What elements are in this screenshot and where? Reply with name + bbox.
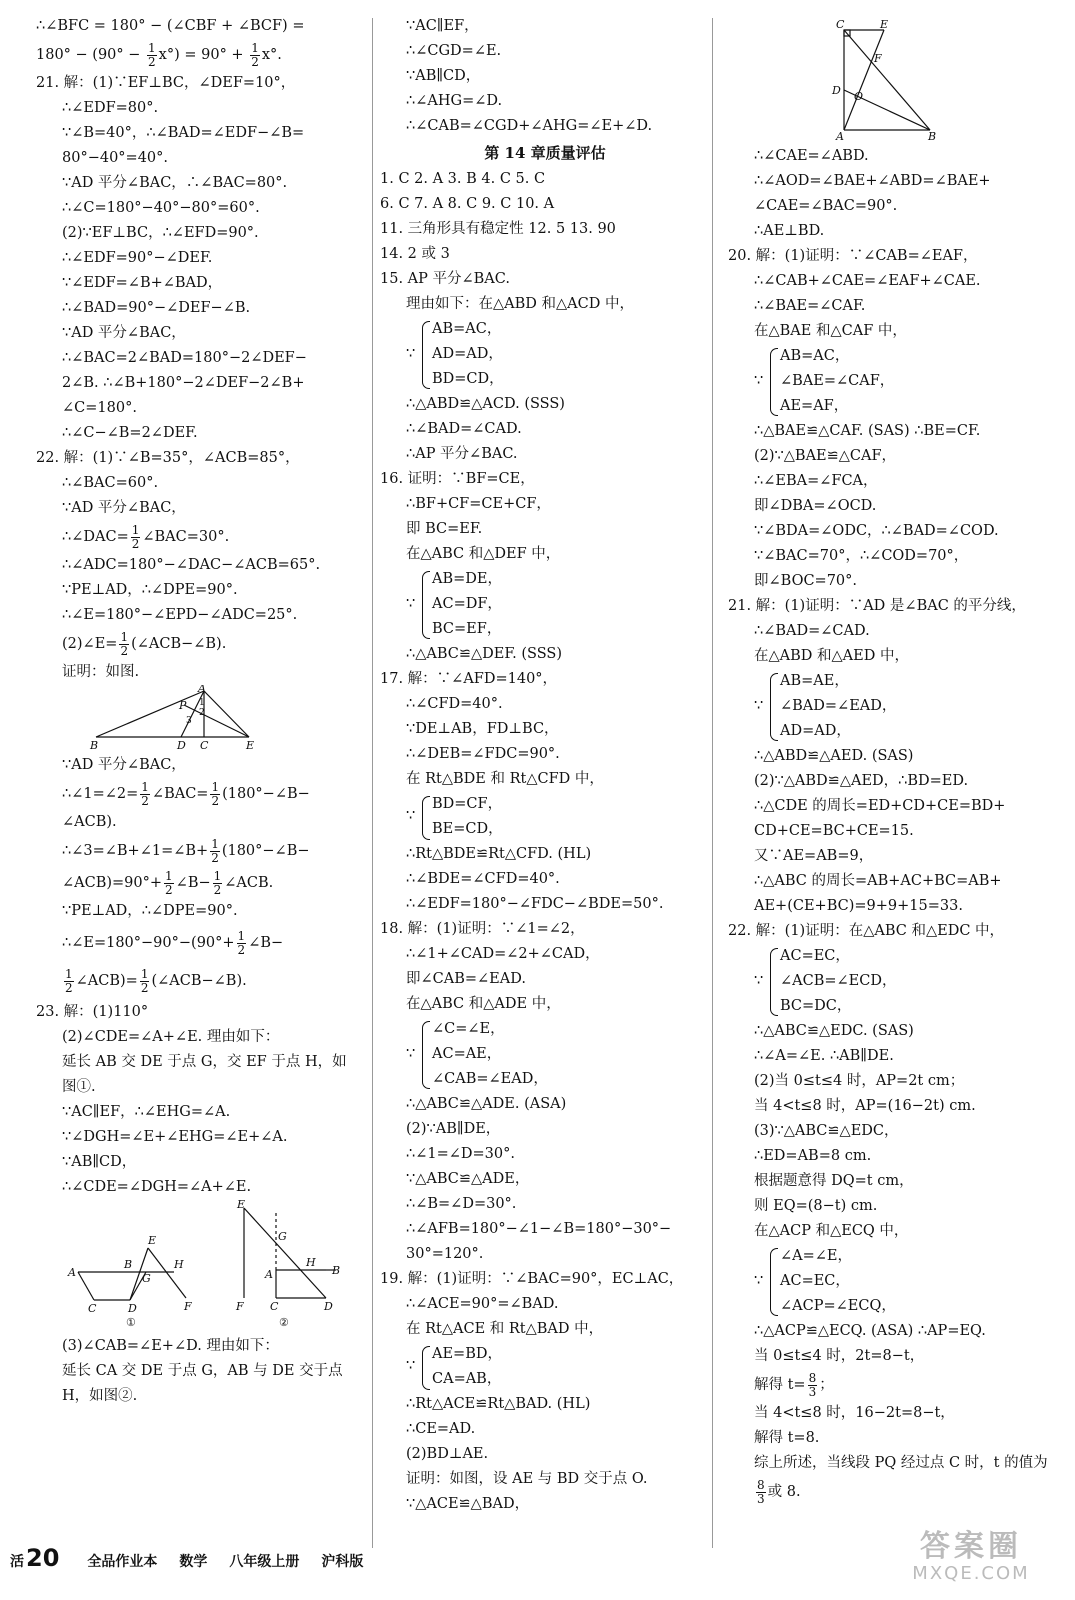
text-line: 21. 解：(1)证明：∵AD 是∠BAC 的平分线， [728, 598, 1026, 614]
column-1 [36, 14, 366, 1409]
text-line: BD=CF， [432, 796, 503, 812]
text-line: 19. 解：(1)证明：∵∠BAC=90°，EC⊥AC， [380, 1271, 684, 1287]
text-line: ∵AC∥EF，∴∠EHG=∠A. [62, 1104, 231, 1120]
text-line: ∴∠BAE=∠CAF. [754, 298, 866, 314]
text-line: 16. 证明：∵BF=CE， [380, 471, 535, 487]
text-line: ∴∠A=∠E. ∴AB∥DE. [754, 1048, 894, 1064]
text-line: AE=BD， [432, 1346, 502, 1362]
text-line: BC=DC， [780, 998, 852, 1014]
figure-label: A [68, 1266, 76, 1279]
text-line: H，如图②. [62, 1388, 138, 1404]
figure-label: A [265, 1268, 273, 1281]
text-line: AB=AC， [780, 348, 850, 364]
equation-system: ∵ AB=AE， ∠BAD=∠EAD， AD=AD， [728, 669, 1058, 744]
text-line: 1. C 2. A 3. B 4. C 5. C [380, 171, 546, 187]
text-line: ∴△ABC≌△DEF. (SSS) [406, 646, 563, 662]
text-line: ∴△BAE≌△CAF. (SAS) ∴BE=CF. [754, 423, 981, 439]
text-line: ∠A=∠E， [780, 1248, 853, 1264]
text-line: ∵△ABC≌△ADE， [406, 1171, 530, 1187]
text-line: AB=DE， [432, 571, 502, 587]
text-line: ∴∠BAC=60°. [62, 475, 159, 491]
figure-label: B [928, 130, 937, 143]
text-line: AD=AD， [432, 346, 503, 362]
text-line: ∠BAE=∠CAF， [780, 373, 895, 389]
text-line: ∴∠AFB=180°−∠1−∠B=180°−30°− [406, 1221, 672, 1237]
figure-triangle-1 [36, 685, 366, 753]
fraction: $\frac{8}{3}$ [808, 1370, 817, 1399]
text-line: ∴∠CFD=40°. [406, 696, 503, 712]
fraction: $\frac{1}{2}$ [165, 868, 173, 897]
text-line: 80°−40°=40°. [62, 150, 169, 166]
text-line: 15. AP 平分∠BAC. [380, 271, 510, 287]
text-line: 证明：如图. [62, 664, 140, 680]
text-line: ∴∠1+∠CAD=∠2+∠CAD， [406, 946, 600, 962]
text-line: ∠ACB). [62, 814, 117, 830]
figure-label: H [174, 1258, 184, 1271]
figure-label: D [832, 84, 841, 97]
fraction: $\frac{1}{2}$ [65, 966, 73, 995]
text-line: 解得 t= $\frac{8}{3}$ ； [754, 1370, 834, 1399]
text-line: (3)∵△ABC≌△EDC， [754, 1123, 899, 1139]
equation-system: ∵ AB=AC， AD=AD， BD=CD， [380, 317, 710, 392]
figure-label: E [880, 18, 889, 31]
text-line: 理由如下：在△ABD 和△ACD 中， [406, 296, 634, 312]
text-line: ∴∠CAE=∠ABD. [754, 148, 869, 164]
text-line: (2)∠CDE=∠A+∠E. 理由如下： [62, 1029, 280, 1045]
text-line: ∵∠B=40°，∴∠BAD=∠EDF−∠B= [62, 125, 305, 141]
text-line: ∴△ABC 的周长=AB+AC+BC=AB+ [754, 873, 1002, 889]
text-line: ∴∠C=180°−40°−80°=60°. [62, 200, 260, 216]
text-line: ∴CE=AD. [406, 1421, 476, 1437]
text-line: ∵∠BAC=70°，∴∠COD=70°， [754, 548, 969, 564]
figure-label: 2 [199, 708, 205, 718]
column-3 [728, 14, 1058, 1508]
figure-label: C [88, 1302, 97, 1315]
figure-label: F [236, 1300, 244, 1313]
page-number: 20 [26, 1544, 60, 1572]
text-line: ∴∠E=180°−90°−(90°+ $\frac{1}{2}$ ∠B− [62, 928, 284, 957]
column-divider [712, 18, 713, 1548]
fraction: $\frac{1}{2}$ [237, 928, 246, 957]
figure-label: F [184, 1300, 192, 1313]
text-line: ∴∠ADC=180°−∠DAC−∠ACB=65°. [62, 557, 321, 573]
text-line: 在△ACP 和△ECQ 中， [754, 1223, 909, 1239]
text-line: ∵∠BDA=∠ODC，∴∠BAD=∠COD. [754, 523, 999, 539]
text-line: 当 4<t≤8 时，16−2t=8−t， [754, 1405, 955, 1421]
text-line: ∴∠CAB=∠CGD+∠AHG=∠E+∠D. [406, 118, 653, 134]
text-line: ∴∠EDF=90°−∠DEF. [62, 250, 213, 266]
text-line: ∴∠AOD=∠BAE+∠ABD=∠BAE+ [754, 173, 991, 189]
fraction: $\frac{1}{2}$ [251, 40, 259, 69]
text-line: CD+CE=BC+CE=15. [754, 823, 914, 839]
footer-prefix: 活 [10, 1554, 24, 1570]
fraction: $\frac{1}{2}$ [120, 629, 129, 658]
figure-label: C [270, 1300, 279, 1313]
figure-label: G [278, 1230, 287, 1243]
text-line: ∴Rt△ACE≌Rt△BAD. (HL) [406, 1396, 591, 1412]
book-title: 全品作业本 [87, 1554, 158, 1570]
text-line: ∴∠DAC= $\frac{1}{2}$ ∠BAC=30°. [62, 522, 230, 551]
text-line: ∴BF+CF=CE+CF， [406, 496, 551, 512]
text-line: ∴∠BAD=∠CAD. [754, 623, 870, 639]
text-line: ∠CAB=∠EAD， [432, 1071, 548, 1087]
text-line: AB=AE， [780, 673, 849, 689]
figure-rt-triangle [728, 14, 1058, 144]
text-line: ∴∠3=∠B+∠1=∠B+ $\frac{1}{2}$ (180°−∠B− [62, 836, 310, 865]
text-line: ∴∠BAD=90°−∠DEF−∠B. [62, 300, 251, 316]
fraction: $\frac{1}{2}$ [140, 966, 149, 995]
text-line: ∵AC∥EF， [406, 18, 479, 34]
fraction: $\frac{8}{3}$ [757, 1477, 765, 1506]
figure-label: B [124, 1258, 133, 1271]
text-line: 6. C 7. A 8. C 9. C 10. A [380, 196, 555, 212]
fraction: $\frac{1}{2}$ [211, 836, 219, 865]
text-line: 22. 解：(1)证明：在△ABC 和△EDC 中， [728, 923, 1005, 939]
text-line: BD=CD， [432, 371, 504, 387]
text-line: ∴ED=AB=8 cm. [754, 1148, 872, 1164]
figure-label: E [237, 1200, 246, 1211]
equation-system: ∵ ∠A=∠E， AC=EC， ∠ACP=∠ECQ， [728, 1244, 1058, 1319]
text-line: 20. 解：(1)证明：∵∠CAB=∠EAF， [728, 248, 978, 264]
text-line: 又∵AE=AB=9， [754, 848, 874, 864]
text-line: (2)∵△ABD≌△AED，∴BD=ED. [754, 773, 969, 789]
text-line: (2)∠E= $\frac{1}{2}$ (∠ACB−∠B). [62, 629, 227, 658]
text-line: BE=CD， [432, 821, 503, 837]
text-line: AE+(CE+BC)=9+9+15=33. [754, 898, 963, 914]
text-line: 11. 三角形具有稳定性 12. 5 13. 90 [380, 221, 616, 237]
column-divider [372, 18, 373, 1548]
text-line: ∠ACP=∠ECQ， [780, 1298, 896, 1314]
text-line: 30°=120°. [406, 1246, 484, 1262]
text-line: 在△ABC 和△DEF 中， [406, 546, 561, 562]
text-line: ∴∠DEB=∠FDC=90°. [406, 746, 560, 762]
text-line: 14. 2 或 3 [380, 246, 450, 262]
figure-label: D [177, 739, 186, 752]
text-line: ∴∠E=180°−∠EPD−∠ADC=25°. [62, 607, 298, 623]
text-line: 当 0≤t≤4 时，2t=8−t， [754, 1348, 925, 1364]
figure-parallel-lines [36, 1200, 366, 1334]
text-line: ∠ACB=∠ECD， [780, 973, 897, 989]
text-line: ∠C=180°. [62, 400, 137, 416]
page-footer [10, 1543, 385, 1573]
text-line: 在△BAE 和△CAF 中， [754, 323, 907, 339]
section-title: 第 14 章质量评估 [484, 144, 606, 162]
equation-system: ∵ ∠C=∠E， AC=AE， ∠CAB=∠EAD， [380, 1017, 710, 1092]
text-line: BC=EF， [432, 621, 502, 637]
watermark-title: 答案圈 [920, 1529, 1022, 1564]
figure-label: ② [279, 1316, 289, 1329]
text-line: ∠CAE=∠BAC=90°. [754, 198, 898, 214]
subject-label: 数学 [179, 1554, 208, 1570]
text-line: ∵DE⊥AB，FD⊥BC， [406, 721, 559, 737]
text-line: ∵AD 平分∠BAC， [62, 325, 186, 341]
text-line: ∴∠C−∠B=2∠DEF. [62, 425, 198, 441]
text-line: AD=AD， [780, 723, 851, 739]
equation-system: ∵ BD=CF， BE=CD， [380, 792, 710, 842]
text-line: 在△ABD 和△AED 中， [754, 648, 909, 664]
text-line: ∵PE⊥AD，∴∠DPE=90°. [62, 903, 238, 919]
equation-system: ∵ AE=BD， CA=AB， [380, 1342, 710, 1392]
text-line: 则 EQ=(8−t) cm. [754, 1198, 878, 1214]
figure-label: D [128, 1302, 137, 1315]
fraction: $\frac{1}{2}$ [211, 779, 220, 808]
text-line: 解得 t=8. [754, 1430, 820, 1446]
fraction: $\frac{1}{2}$ [131, 522, 140, 551]
text-line: 21. 解：(1)∵EF⊥BC，∠DEF=10°， [36, 75, 296, 91]
equation-system: ∵ AB=AC， ∠BAE=∠CAF， AE=AF， [728, 344, 1058, 419]
text-line: ∴∠BFC = 180° − (∠CBF + ∠BCF) = [36, 18, 305, 34]
text-line: 证明：如图，设 AE 与 BD 交于点 O. [406, 1471, 648, 1487]
text-line: ∴∠EDF=80°. [62, 100, 159, 116]
text-line: ∴∠EDF=180°−∠FDC−∠BDE=50°. [406, 896, 664, 912]
figure-label: 1 [199, 698, 205, 708]
text-line: ∴△ACP≌△ECQ. (ASA) ∴AP=EQ. [754, 1323, 986, 1339]
text-line: ∵AD 平分∠BAC，∴∠BAC=80°. [62, 175, 288, 191]
figure-label: E [246, 739, 255, 752]
figure-label: ① [126, 1316, 136, 1329]
fraction: $\frac{1}{2}$ [148, 40, 156, 69]
text-line: 18. 解：(1)证明：∵∠1=∠2， [380, 921, 585, 937]
text-line: ∴△CDE 的周长=ED+CD+CE=BD+ [754, 798, 1006, 814]
figure-label: P [179, 699, 187, 712]
text-line: 综上所述，当线段 PQ 经过点 C 时，t 的值为 [754, 1455, 1048, 1471]
text-line: ∵∠EDF=∠B+∠BAD， [62, 275, 223, 291]
text-line: ∵AD 平分∠BAC， [62, 500, 186, 516]
text-line: $\frac{8}{3}$ 或 8. [757, 1477, 801, 1506]
equation-system: ∵ AC=EC， ∠ACB=∠ECD， BC=DC， [728, 944, 1058, 1019]
text-line: (2)∵EF⊥BC，∴∠EFD=90°. [62, 225, 259, 241]
text-line: 180° − (90° − $\frac{1}{2}$ x°) = 90° + $\frac{1}{2}$ x°. [36, 40, 282, 69]
fraction: $\frac{1}{2}$ [141, 779, 149, 808]
text-line: ∴Rt△BDE≌Rt△CFD. (HL) [406, 846, 592, 862]
text-line: AC=EC， [780, 948, 850, 964]
text-line: $\frac{1}{2}$ ∠ACB)= $\frac{1}{2}$ (∠ACB−∠B). [65, 966, 247, 995]
figure-label: A [836, 130, 844, 143]
text-line: (2)∵△BAE≌△CAF， [754, 448, 897, 464]
figure-label: C [200, 739, 209, 752]
text-line: 延长 AB 交 DE 于点 G，交 EF 于点 H，如 [62, 1054, 347, 1070]
figure-label: B [90, 739, 99, 752]
text-line: 即 BC=EF. [406, 521, 483, 537]
figure-label: A [198, 685, 206, 695]
text-line: 即∠CAB=∠EAD. [406, 971, 526, 987]
text-line: ∴△ABC≌△EDC. (SAS) [754, 1023, 914, 1039]
text-line: (2)当 0≤t≤4 时，AP=2t cm； [754, 1073, 965, 1089]
text-line: ∴△ABD≌△ACD. (SSS) [406, 396, 565, 412]
fraction: $\frac{1}{2}$ [213, 868, 222, 897]
text-line: ∵AD 平分∠BAC， [62, 757, 186, 773]
text-line: ∴∠CDE=∠DGH=∠A+∠E. [62, 1179, 252, 1195]
text-line: 图①. [62, 1079, 96, 1095]
text-line: AE=AF， [780, 398, 849, 414]
text-line: 23. 解：(1)110° [36, 1004, 149, 1020]
figure-label: C [836, 18, 845, 31]
text-line: 即∠BOC=70°. [754, 573, 858, 589]
text-line: (2)BD⊥AE. [406, 1446, 489, 1462]
text-line: ∴∠1=∠2= $\frac{1}{2}$ ∠BAC= $\frac{1}{2}$ (180°−∠B− [62, 779, 310, 808]
text-line: 延长 CA 交 DE 于点 G，AB 与 DE 交于点 [62, 1363, 343, 1379]
text-line: ∵△ACE≌△BAD， [406, 1496, 530, 1512]
text-line: AC=EC， [780, 1273, 850, 1289]
figure-label: D [324, 1300, 333, 1313]
figure-label: G [142, 1272, 151, 1285]
watermark-logo [881, 1530, 1061, 1584]
text-line: ∴△ABC≌△ADE. (ASA) [406, 1096, 567, 1112]
figure-label: E [148, 1234, 157, 1247]
text-line: 在△ABC 和△ADE 中， [406, 996, 561, 1012]
text-line: 在 Rt△BDE 和 Rt△CFD 中， [406, 771, 604, 787]
figure-label: O [854, 90, 864, 103]
figure-label: F [874, 52, 882, 65]
text-line: 17. 解：∵∠AFD=140°， [380, 671, 558, 687]
text-line: ∴∠CAB+∠CAE=∠EAF+∠CAE. [754, 273, 981, 289]
text-line: AC=AE， [432, 1046, 502, 1062]
figure-label: H [306, 1256, 316, 1269]
text-line: ∴AE⊥BD. [754, 223, 825, 239]
text-line: AC=DF， [432, 596, 502, 612]
text-line: ∴∠BAD=∠CAD. [406, 421, 522, 437]
text-line: ∠C=∠E， [432, 1021, 505, 1037]
text-line: ∴AP 平分∠BAC. [406, 446, 518, 462]
text-line: ∴∠BAC=2∠BAD=180°−2∠DEF− [62, 350, 307, 366]
text-line: 22. 解：(1)∵∠B=35°，∠ACB=85°， [36, 450, 300, 466]
text-line: ∠BAD=∠EAD， [780, 698, 897, 714]
text-line: ∴∠ACE=90°=∠BAD. [406, 1296, 559, 1312]
text-line: 当 4<t≤8 时，AP=(16−2t) cm. [754, 1098, 976, 1114]
text-line: 2∠B. ∴∠B+180°−2∠DEF−2∠B+ [62, 375, 305, 391]
text-line: (3)∠CAB=∠E+∠D. 理由如下： [62, 1338, 279, 1354]
text-line: 在 Rt△ACE 和 Rt△BAD 中， [406, 1321, 604, 1337]
text-line: ∴∠B=∠D=30°. [406, 1196, 517, 1212]
text-line: ∴∠BDE=∠CFD=40°. [406, 871, 560, 887]
text-line: ∵AB∥CD， [406, 68, 481, 84]
text-line: ∵AB∥CD， [62, 1154, 137, 1170]
text-line: ∴△ABD≌△AED. (SAS) [754, 748, 914, 764]
figure-label: 3 [186, 716, 192, 726]
watermark-url: MXQE.COM [912, 1563, 1030, 1584]
text-line: (2)∵AB∥DE， [406, 1121, 501, 1137]
grade-label: 八年级上册 [229, 1554, 300, 1570]
text-line: ∠ACB)=90°+ $\frac{1}{2}$ ∠B− $\frac{1}{2}$ ∠ACB. [62, 868, 274, 897]
text-line: ∴∠AHG=∠D. [406, 93, 503, 109]
text-line: ∵∠DGH=∠E+∠EHG=∠E+∠A. [62, 1129, 288, 1145]
figure-label: B [332, 1264, 341, 1277]
text-line: AB=AC， [432, 321, 502, 337]
text-line: 根据题意得 DQ=t cm， [754, 1173, 914, 1189]
text-line: CA=AB， [432, 1371, 502, 1387]
column-2 [380, 14, 710, 1517]
text-line: ∵PE⊥AD，∴∠DPE=90°. [62, 582, 238, 598]
text-line: 即∠DBA=∠OCD. [754, 498, 877, 514]
equation-system: ∵ AB=DE， AC=DF， BC=EF， [380, 567, 710, 642]
text-line: ∴∠EBA=∠FCA， [754, 473, 878, 489]
text-line: ∴∠CGD=∠E. [406, 43, 502, 59]
edition-label: 沪科版 [321, 1554, 364, 1570]
text-line: ∴∠1=∠D=30°. [406, 1146, 515, 1162]
